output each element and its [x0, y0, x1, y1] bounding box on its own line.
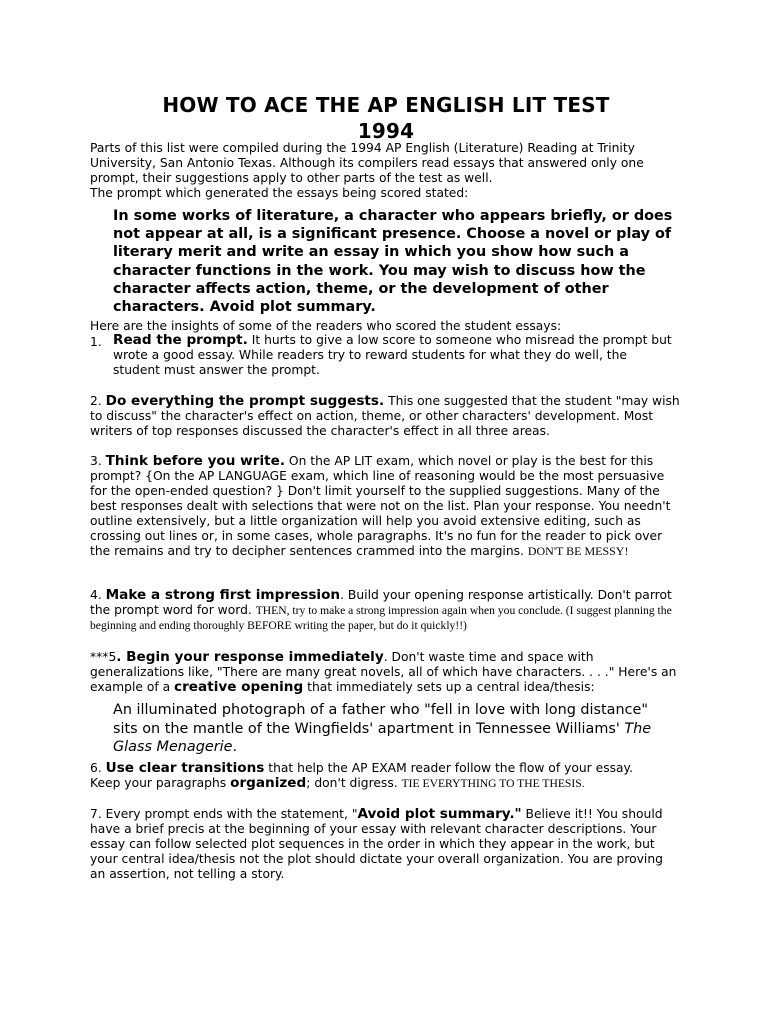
item-7: [90, 807, 680, 882]
prompt-intro-text: The prompt which generated the essays being scored stated:: [90, 186, 469, 200]
document-title: [90, 92, 682, 144]
prompt-quote: In some works of literature, a character who appears briefly, or does not appear at all, is a significant presence. Choose a novel or play of literary merit and write an essay in which you show how such a character functions in the work. You may wish to discuss how the character affects action, theme, or the development of other characters. Avoid plot summary.: [113, 208, 673, 316]
item-1-text: It hurts to give a low score to someone who misread the prompt but wrote a good essay. While readers try to reward students for what they do well, the student must answer the prompt.: [113, 333, 672, 377]
item-6-heading-2: organized: [230, 775, 307, 791]
item-2-text: This one suggested that the student "may wish to discuss" the character's effect on action, theme, or other characters' development. Most writers of top responses discussed the character's effect in all three areas.: [90, 394, 680, 438]
item-3: [90, 454, 680, 559]
example-quote: [113, 701, 673, 757]
title-line-2: 1994: [357, 119, 415, 143]
insights-intro: Here are the insights of some of the readers who scored the student essays:: [90, 319, 562, 333]
item-3-text: On the AP LIT exam, which novel or play is the best for this prompt? {On the AP LANGUAGE exam, which line of reasoning would be the most persuasive for the open-ended question? } Don't limit yourself to the supplied suggestions. Many of the best responses dealt with selections that were not on the list. Plan your response. You needn't outline extensively, but a little organization will help you avoid extensive editing, such as crossing out lines or, in some cases, whole paragraphs. It's no fun for the reader to pick over the remains and try to decipher sentences crammed into the margins.: [90, 454, 671, 558]
item-4-tail: THEN, try to make a strong impression again when you conclude. (I suggest planning the beginning and ending thoroughly BEFORE writing the paper, but do it quickly!!): [90, 604, 672, 632]
item-6-heading: Use clear transitions: [105, 760, 265, 776]
item-3-number: 3.: [90, 454, 106, 468]
item-5: [90, 650, 680, 695]
title-line-1: HOW TO ACE THE AP ENGLISH LIT TEST: [162, 93, 610, 117]
item-5-heading: . Begin your response immediately: [116, 649, 384, 665]
item-2-number: 2.: [90, 394, 106, 408]
item-6-number: 6.: [90, 761, 106, 775]
item-4: [90, 588, 680, 633]
item-5-text: . Don't waste time and space with generalizations like, "There are many great novels, all of which have characters. . . ." Here's an example of a: [90, 650, 677, 694]
item-4-number: 4.: [90, 588, 106, 602]
item-3-tail: DON'T BE MESSY!: [527, 544, 629, 558]
example-end: .: [232, 739, 238, 755]
intro-paragraph: [90, 141, 680, 201]
item-5-heading-2: creative opening: [174, 679, 304, 695]
item-4-heading: Make a strong first impression: [105, 587, 341, 603]
item-6-text: that help the AP EXAM reader follow the flow of your essay.: [264, 761, 633, 775]
item-7-text: Believe it!! You should have a brief precis at the beginning of your essay with relevant character descriptions. Your essay can follow selected plot sequences in the order in which they appear in the work, but your central idea/thesis not the plot should dictate your overall organization. You are proving an assertion, not telling a story.: [90, 807, 663, 881]
intro-text: Parts of this list were compiled during the 1994 AP English (Literature) Reading at Trinity University, San Antonio Texas. Although its compilers read essays that answered only one prompt, their suggestions apply to other parts of the test as well.: [90, 141, 644, 185]
item-6-tail: TIE EVERYTHING TO THE THESIS.: [401, 777, 585, 790]
item-6: [90, 761, 680, 791]
item-4-text: . Build your opening response artistically. Don't parrot the prompt word for word.: [90, 588, 672, 617]
item-2: [90, 394, 680, 439]
item-2-heading: Do everything the prompt suggests.: [105, 393, 385, 409]
item-6-text-3: ; don't digress.: [306, 776, 402, 790]
item-1-number: 1.: [90, 335, 102, 349]
item-5-text-2: that immediately sets up a central idea/thesis:: [303, 680, 595, 694]
item-7-number: 7. Every prompt ends with the statement, ": [90, 807, 358, 821]
example-italic-title: The Glass Menagerie: [113, 720, 652, 755]
item-7-heading: Avoid plot summary.": [357, 806, 522, 822]
item-1: [113, 333, 673, 378]
item-1-heading: Read the prompt.: [113, 332, 248, 348]
example-text: An illuminated photograph of a father who "fell in love with long distance" sits on the mantle of the Wingfields' apartment in Tennessee Williams': [113, 702, 649, 737]
item-3-heading: Think before you write.: [105, 453, 285, 469]
item-5-number: ***5: [90, 650, 117, 664]
item-6-text-2: Keep your paragraphs: [90, 776, 231, 790]
